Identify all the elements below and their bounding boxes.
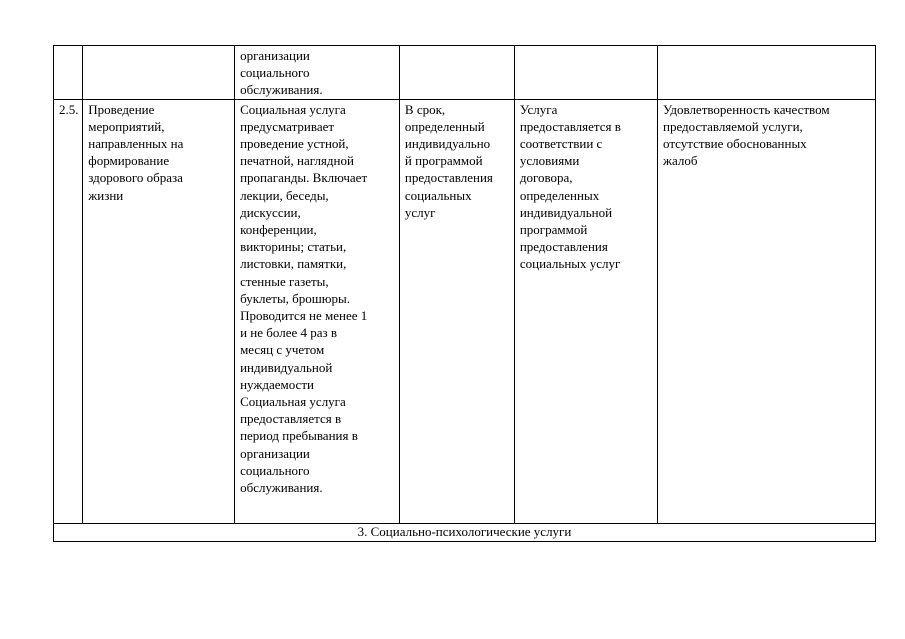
- cell-number: [54, 46, 83, 100]
- services-table: [53, 45, 876, 542]
- table-row-service-2-5: [54, 99, 876, 523]
- cell-service-quality: Удовлетворенность качеством предоставляемой услуги, отсутствие обоснованных жалоб: [657, 99, 875, 523]
- cell-service-quality: [657, 46, 875, 100]
- cell-service-name: Проведение мероприятий, направленных на формирование здорового образа жизни: [83, 99, 235, 523]
- cell-service-description: Социальная услуга предусматривает проведение устной, печатной, наглядной пропаганды. Включает лекции, беседы, дискуссии, конференции, викторины; статьи, листовки, памятки, стенные газеты, буклеты, брошюры. Проводится не менее 1 и не более 4 раз в месяц с учетом индивидуальной нуждаемости Социальная услуга предоставляется в период пребывания в организации социального обслуживания.: [235, 99, 400, 523]
- table-row-continuation: [54, 46, 876, 100]
- cell-service-term: В срок, определенный индивидуально й программой предоставления социальных услуг: [399, 99, 514, 523]
- cell-service-description: организации социального обслуживания.: [235, 46, 400, 100]
- table-row-section-header: [54, 523, 876, 541]
- cell-service-conditions: [514, 46, 657, 100]
- cell-service-name: [83, 46, 235, 100]
- cell-service-conditions: Услуга предоставляется в соответствии с условиями договора, определенных индивидуальной программой предоставления социальных услуг: [514, 99, 657, 523]
- section-header: 3. Социально-психологические услуги: [54, 523, 876, 541]
- cell-number: 2.5.: [54, 99, 83, 523]
- cell-service-term: [399, 46, 514, 100]
